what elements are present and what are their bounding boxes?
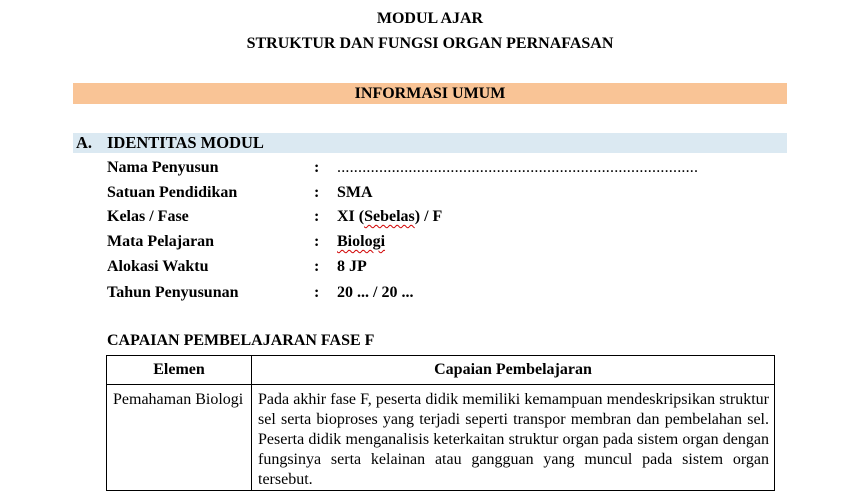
info-band: INFORMASI UMUM xyxy=(73,83,787,104)
identity-colon: : xyxy=(314,159,320,176)
column-header-elemen: Elemen xyxy=(107,356,252,385)
cp-heading: CAPAIAN PEMBELAJARAN FASE F xyxy=(107,332,375,349)
section-letter: A. xyxy=(76,133,93,152)
identity-colon: : xyxy=(314,184,320,201)
document-subtitle: STRUKTUR DAN FUNGSI ORGAN PERNAFASAN xyxy=(246,35,614,52)
identity-value: SMA xyxy=(337,184,373,201)
identity-label: Tahun Penyusunan xyxy=(107,284,239,301)
identity-row-tahun-penyusunan xyxy=(0,282,850,304)
document-title: MODUL AJAR xyxy=(376,10,484,27)
identity-value: ...................................................................................... xyxy=(337,159,699,176)
identity-value xyxy=(337,206,442,228)
identity-colon: : xyxy=(314,284,320,301)
identity-row-nama-penyusun xyxy=(0,157,850,179)
identity-label: Kelas / Fase xyxy=(107,208,189,225)
identity-row-mata-pelajaran xyxy=(0,231,850,253)
section-heading: IDENTITAS MODUL xyxy=(107,133,264,152)
table-header-row xyxy=(107,356,775,385)
value-suffix: ) / F xyxy=(414,208,443,225)
identity-row-alokasi-waktu xyxy=(0,256,850,278)
identity-row-kelas-fase xyxy=(0,206,850,228)
element-cell: Pemahaman Biologi xyxy=(107,385,252,491)
identity-colon: : xyxy=(314,258,320,275)
value-prefix: XI ( xyxy=(337,208,365,225)
identity-colon: : xyxy=(314,208,320,225)
identity-value: 20 ... / 20 ... xyxy=(337,284,414,301)
identity-label: Alokasi Waktu xyxy=(107,258,209,275)
spellcheck-flagged-word: Biologi xyxy=(337,233,386,250)
identity-label: Nama Penyusun xyxy=(107,159,219,176)
identity-row-satuan-pendidikan xyxy=(0,182,850,204)
section-heading-band xyxy=(73,133,787,153)
cp-table xyxy=(106,355,775,491)
identity-label: Satuan Pendidikan xyxy=(107,184,238,201)
identity-label: Mata Pelajaran xyxy=(107,233,215,250)
table-row xyxy=(107,385,775,491)
identity-value: 8 JP xyxy=(337,258,367,275)
column-header-capaian: Capaian Pembelajaran xyxy=(252,356,775,385)
spellcheck-flagged-word: Sebelas xyxy=(364,208,415,225)
identity-colon: : xyxy=(314,233,320,250)
description-cell: Pada akhir fase F, peserta didik memiliki kemampuan mendeskripsikan struktur sel serta bioproses yang terjadi seperti transpor membran dan pembelahan sel. Peserta didik menganalisis keterkaitan struktur organ pada sistem organ dengan fungsinya serta kelainan atau gangguan yang muncul pada sistem organ tersebut. xyxy=(252,385,775,491)
